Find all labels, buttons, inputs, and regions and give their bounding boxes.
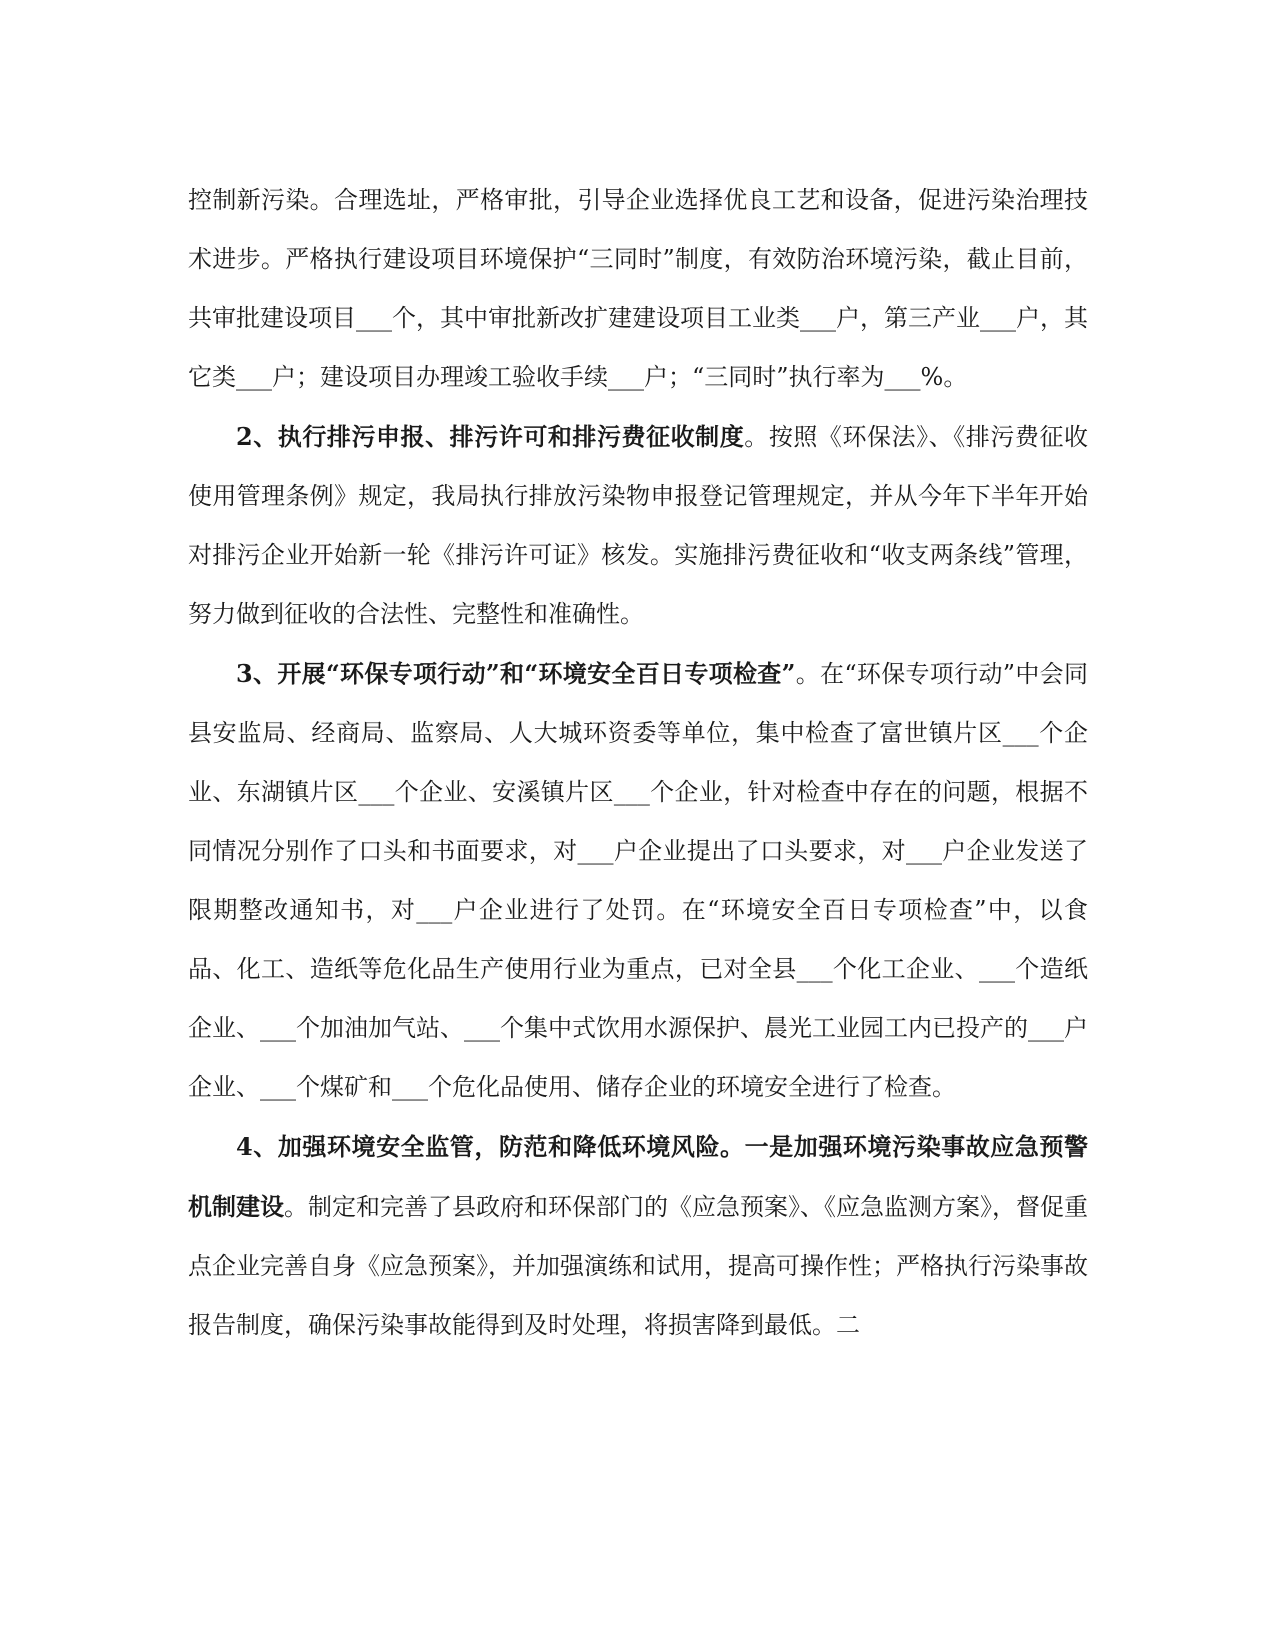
paragraph-4-text: 。制定和完善了县政府和环保部门的《应急预案》、《应急监测方案》，督促重点企业完善自身《应急预案》，并加强演练和试用，提高可操作性；严格执行污染事故报告制度，确保污染事故能得到及时处理，将损害降到最低。二 (188, 1193, 1088, 1339)
paragraph-3-heading: 3、开展“环保专项行动”和“环境安全百日专项检查” (236, 659, 796, 688)
paragraph-4-heading: 4、加强环境安全监管，防范和降低环境风险。一是加强环境污染事故应急预警机制建设 (188, 1132, 1088, 1221)
paragraph-1 (188, 170, 1088, 407)
paragraph-2-heading: 2、执行排污申报、排污许可和排污费征收制度 (236, 422, 745, 451)
paragraph-3-text: 。在“环保专项行动”中会同县安监局、经商局、监察局、人大城环资委等单位，集中检查了富世镇片区___个企业、东湖镇片区___个企业、安溪镇片区___个企业，针对检查中存在的问题，根据不同情况分别作了口头和书面要求，对___户企业提出了口头要求，对___户企业发送了限期整改通知书，对___户企业进行了处罚。在“环境安全百日专项检查”中，以食品、化工、造纸等危化品生产使用行业为重点，已对全县___个化工企业、___个造纸企业、___个加油加气站、___个集中式饮用水源保护、晨光工业园工内已投产的___户企业、___个煤矿和___个危化品使用、储存企业的环境安全进行了检查。 (188, 660, 1088, 1101)
document-body (188, 170, 1088, 1355)
paragraph-2-text: 。按照《环保法》、《排污费征收使用管理条例》规定，我局执行排放污染物申报登记管理规定，并从今年下半年开始对排污企业开始新一轮《排污许可证》核发。实施排污费征收和“收支两条线”管理，努力做到征收的合法性、完整性和准确性。 (188, 423, 1088, 628)
paragraph-4 (188, 1117, 1088, 1355)
paragraph-3 (188, 644, 1088, 1117)
paragraph-1-text: 控制新污染。合理选址，严格审批，引导企业选择优良工艺和设备，促进污染治理技术进步。严格执行建设项目环境保护“三同时”制度，有效防治环境污染，截止目前，共审批建设项目___个，其中审批新改扩建建设项目工业类___户，第三产业___户，其它类___户；建设项目办理竣工验收手续___户；“三同时”执行率为___%。 (188, 186, 1088, 391)
paragraph-2 (188, 407, 1088, 644)
